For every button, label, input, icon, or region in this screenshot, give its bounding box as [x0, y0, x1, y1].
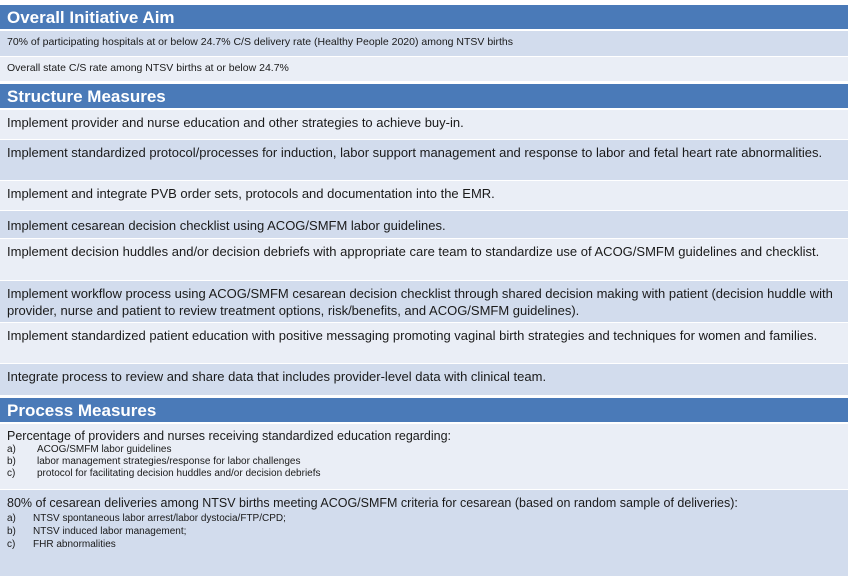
list-item — [7, 525, 840, 538]
process-list — [7, 444, 840, 480]
list-text: ACOG/SMFM labor guidelines — [37, 444, 172, 455]
list-text: FHR abnormalities — [33, 539, 116, 550]
section-header-process: Process Measures — [0, 397, 848, 423]
list-text: NTSV spontaneous labor arrest/labor dystocia/FTP/CPD; — [33, 513, 286, 524]
list-marker: c) — [7, 468, 16, 479]
section-header-structure: Structure Measures — [0, 83, 848, 109]
structure-row: Implement standardized patient education with positive messaging promoting vaginal birth strategies and techniques for women and families. — [0, 323, 848, 364]
process-list — [7, 512, 840, 551]
list-item — [7, 456, 840, 468]
section-header-aim: Overall Initiative Aim — [0, 4, 848, 30]
structure-row: Implement standardized protocol/processes for induction, labor support management and response to labor and fetal heart rate abnormalities. — [0, 140, 848, 181]
structure-row: Implement workflow process using ACOG/SMFM cesarean decision checklist through shared decision making with patient (decision huddle with provider, nurse and patient to review treatment options, risk/benefits, and ACOG/SMFM guidelines). — [0, 281, 848, 323]
list-marker: a) — [7, 513, 16, 524]
structure-row: Implement decision huddles and/or decision debriefs with appropriate care team to standardize use of ACOG/SMFM guidelines and checklist. — [0, 239, 848, 281]
aim-row: 70% of participating hospitals at or below 24.7% C/S delivery rate (Healthy People 2020) among NTSV births — [0, 31, 848, 57]
structure-row: Implement and integrate PVB order sets, protocols and documentation into the EMR. — [0, 181, 848, 211]
list-marker: a) — [7, 444, 16, 455]
list-text: NTSV induced labor management; — [33, 526, 187, 537]
aim-row: Overall state C/S rate among NTSV births at or below 24.7% — [0, 57, 848, 82]
list-item — [7, 468, 840, 480]
list-text: labor management strategies/response for labor challenges — [37, 456, 301, 467]
list-marker: b) — [7, 526, 16, 537]
structure-row: Integrate process to review and share data that includes provider-level data with clinical team. — [0, 364, 848, 396]
list-marker: c) — [7, 539, 16, 550]
process-row — [0, 490, 848, 577]
list-item — [7, 444, 840, 456]
structure-row: Implement cesarean decision checklist using ACOG/SMFM labor guidelines. — [0, 211, 848, 239]
process-lead: 80% of cesarean deliveries among NTSV births meeting ACOG/SMFM criteria for cesarean (based on random sample of deliveries): — [7, 496, 738, 510]
process-row — [0, 424, 848, 490]
process-lead: Percentage of providers and nurses receiving standardized education regarding: — [7, 429, 452, 443]
list-marker: b) — [7, 456, 16, 467]
list-item — [7, 512, 840, 525]
list-item — [7, 538, 840, 551]
list-text: protocol for facilitating decision huddles and/or decision debriefs — [37, 468, 321, 479]
structure-row: Implement provider and nurse education and other strategies to achieve buy-in. — [0, 110, 848, 140]
